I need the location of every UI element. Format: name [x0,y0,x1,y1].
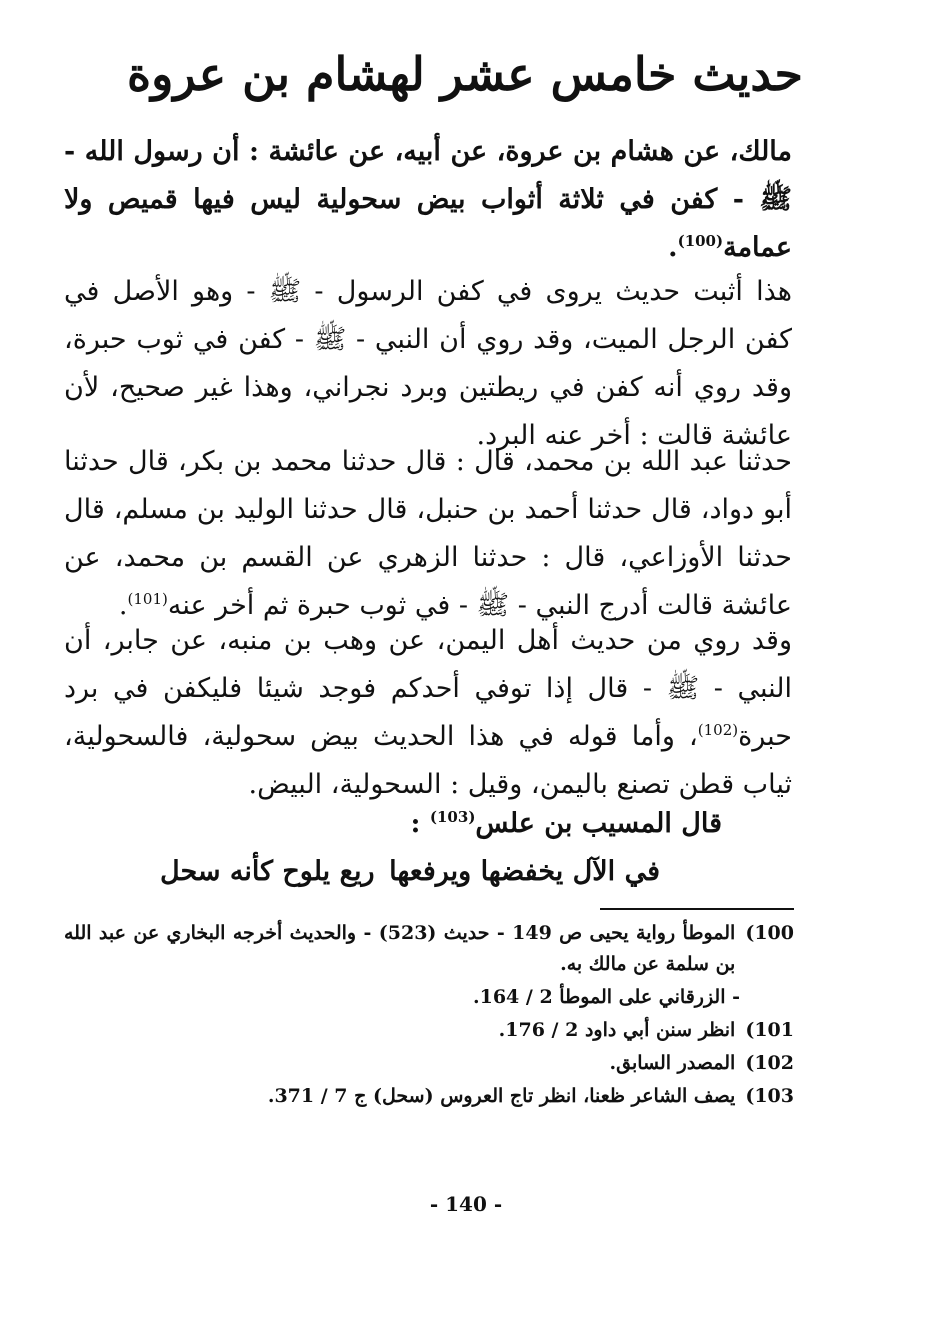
poetry-verse [160,852,660,892]
verse-hemistich-first: في الآل يخفضها ويرفعها [389,856,660,887]
footnote-text: - الزرقاني على الموطأ 2 / 164. [472,986,740,1008]
footnote-text: الموطأ رواية يحيى ص 149 - حديث (523) - والحديث أخرجه البخاري عن عبد الله بن سلمة عن مالك به. [64,922,736,975]
footnote-text: انظر سنن أبي داود 2 / 176. [498,1019,736,1041]
footnote-ref[interactable]: (101) [127,590,168,608]
isnad-text: حدثنا عبد الله بن محمد، قال : قال حدثنا محمد بن بكر، قال حدثنا أبو دواد، قال حدثنا أحمد بن حنبل، قال حدثنا الوليد بن مسلم، قال حدثنا الأوزاعي، قال : حدثنا الزهري عن القسم بن محمد، عن عائشة قالت أدرج النبي - ﷺ - في ثوب حبرة ثم أخر عنه [64,446,792,621]
footnotes-section [64,918,794,1114]
footnote-item [64,918,794,980]
page-number: - 140 - [429,1192,503,1216]
commentary-paragraph: هذا أثبت حديث يروى في كفن الرسول - ﷺ - وهو الأصل في كفن الرجل الميت، وقد روي أن النبي - ﷺ - كفن في ثوب حبرة، وقد روي أنه كفن في ريطتين وبرد نجراني، وهذا غير صحيح، لأن عائشة قالت : أخر عنه البرد. [64,276,792,451]
footnote-divider [600,908,794,910]
hadith-text: مالك، عن هشام بن عروة، عن أبيه، عن عائشة : أن رسول الله - ﷺ - كفن في ثلاثة أثواب بيض سحولية ليس فيها قميص ولا عمامة [64,136,792,263]
footnote-item [64,1048,794,1079]
footnote-number: (101 [745,1019,794,1041]
verse-intro-text: قال المسيب بن علس [475,808,722,839]
hadith-text-paragraph [64,128,792,272]
footnote-text: المصدر السابق. [609,1052,736,1074]
footnote-item [64,1081,794,1112]
footnote-text: يصف الشاعر ظعنا، انظر تاج العروس (سحل) ج 7 / 371. [267,1085,736,1107]
footnote-ref[interactable]: (102) [697,721,739,739]
isnad-paragraph [64,438,792,630]
footnote-ref[interactable]: (103) [429,808,476,826]
footnote-number: (102 [745,1052,794,1074]
verse-intro [411,804,722,844]
paragraph-end: . [668,232,678,263]
verse-hemistich-second: ريع يلوح كأنه سحل [160,856,375,887]
paragraph-end: . [118,590,128,621]
footnote-item [64,982,794,1013]
footnote-number: (103 [745,1085,794,1107]
yemen-text-a: وقد روي من حديث أهل اليمن، عن وهب بن منبه، عن جابر، أن النبي - ﷺ - قال إذا توفي أحدكم فوجد شيئا فليكفن في برد حبرة [64,625,792,752]
footnote-item [64,1015,794,1046]
footnote-number: (100 [745,922,794,944]
footnote-ref[interactable]: (100) [677,232,724,250]
page-title: حديث خامس عشر لهشام بن عروة [127,47,803,101]
yemen-text-b: ، وأما قوله في هذا الحديث بيض سحولية، فالسحولية، ثياب قطن تصنع باليمن، وقيل : السحولية، البيض. [64,721,792,800]
yemen-paragraph [64,617,792,809]
verse-intro-colon: : [410,808,430,839]
